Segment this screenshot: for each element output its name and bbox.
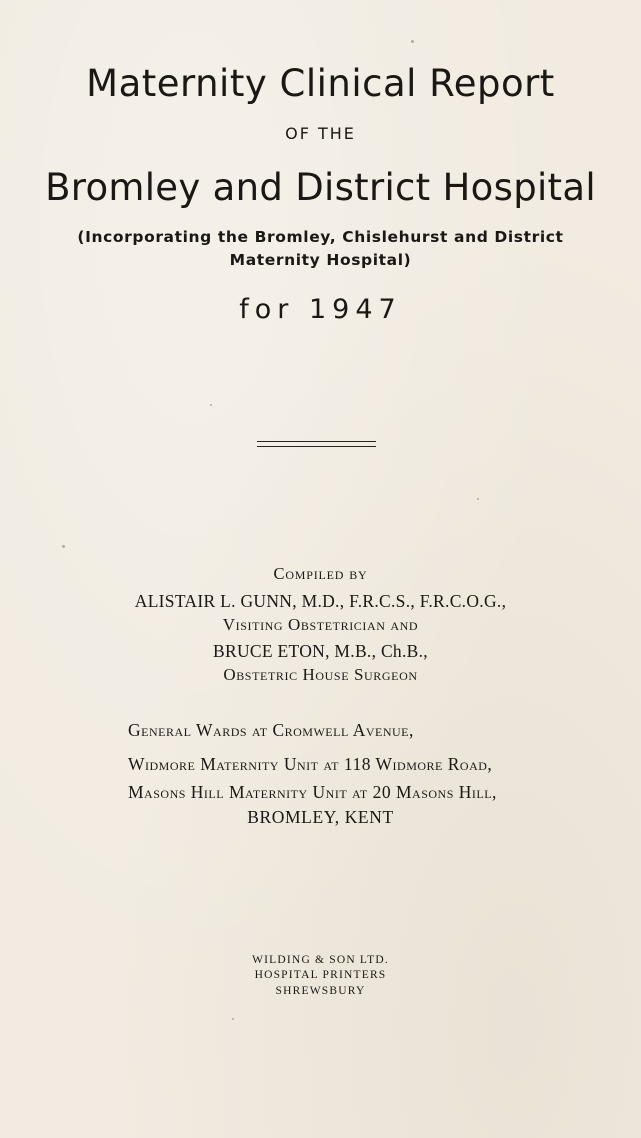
printer-trade: HOSPITAL PRINTERS bbox=[254, 969, 387, 981]
paper-speck bbox=[477, 498, 479, 500]
incorporating-line-2: Maternity Hospital) bbox=[229, 251, 412, 269]
report-title: Maternity Clinical Report bbox=[86, 62, 555, 105]
double-rule-bottom bbox=[257, 446, 376, 447]
printer-location: SHREWSBURY bbox=[275, 985, 366, 997]
connector-text: OF THE bbox=[285, 124, 356, 143]
author-2-role: Obstetric House Surgeon bbox=[223, 665, 418, 684]
printer-name: WILDING & SON LTD. bbox=[252, 954, 389, 966]
paper-speck bbox=[232, 1018, 234, 1020]
paper-speck bbox=[411, 40, 414, 43]
address-masons-hill-unit: Masons Hill Maternity Unit at 20 Masons Hill, bbox=[128, 782, 497, 802]
author-1-name: ALISTAIR L. GUNN, M.D., F.R.C.S., F.R.C.O.G., bbox=[134, 591, 507, 611]
paper-speck bbox=[62, 545, 65, 548]
author-1-role: Visiting Obstetrician and bbox=[222, 615, 419, 634]
address-general-wards: General Wards at Cromwell Avenue, bbox=[128, 720, 414, 740]
incorporating-line-1: (Incorporating the Bromley, Chislehurst and District bbox=[77, 228, 564, 246]
compiled-by-label: Compiled by bbox=[273, 564, 368, 583]
hospital-name: Bromley and District Hospital bbox=[45, 166, 596, 209]
paper-speck bbox=[210, 404, 212, 406]
address-widmore-unit: Widmore Maternity Unit at 118 Widmore Road, bbox=[128, 754, 493, 774]
report-year: for 1947 bbox=[239, 294, 402, 325]
town-name: BROMLEY, KENT bbox=[247, 807, 394, 827]
author-2-name: BRUCE ETON, M.B., Ch.B., bbox=[213, 641, 428, 661]
double-rule-top bbox=[257, 441, 376, 442]
